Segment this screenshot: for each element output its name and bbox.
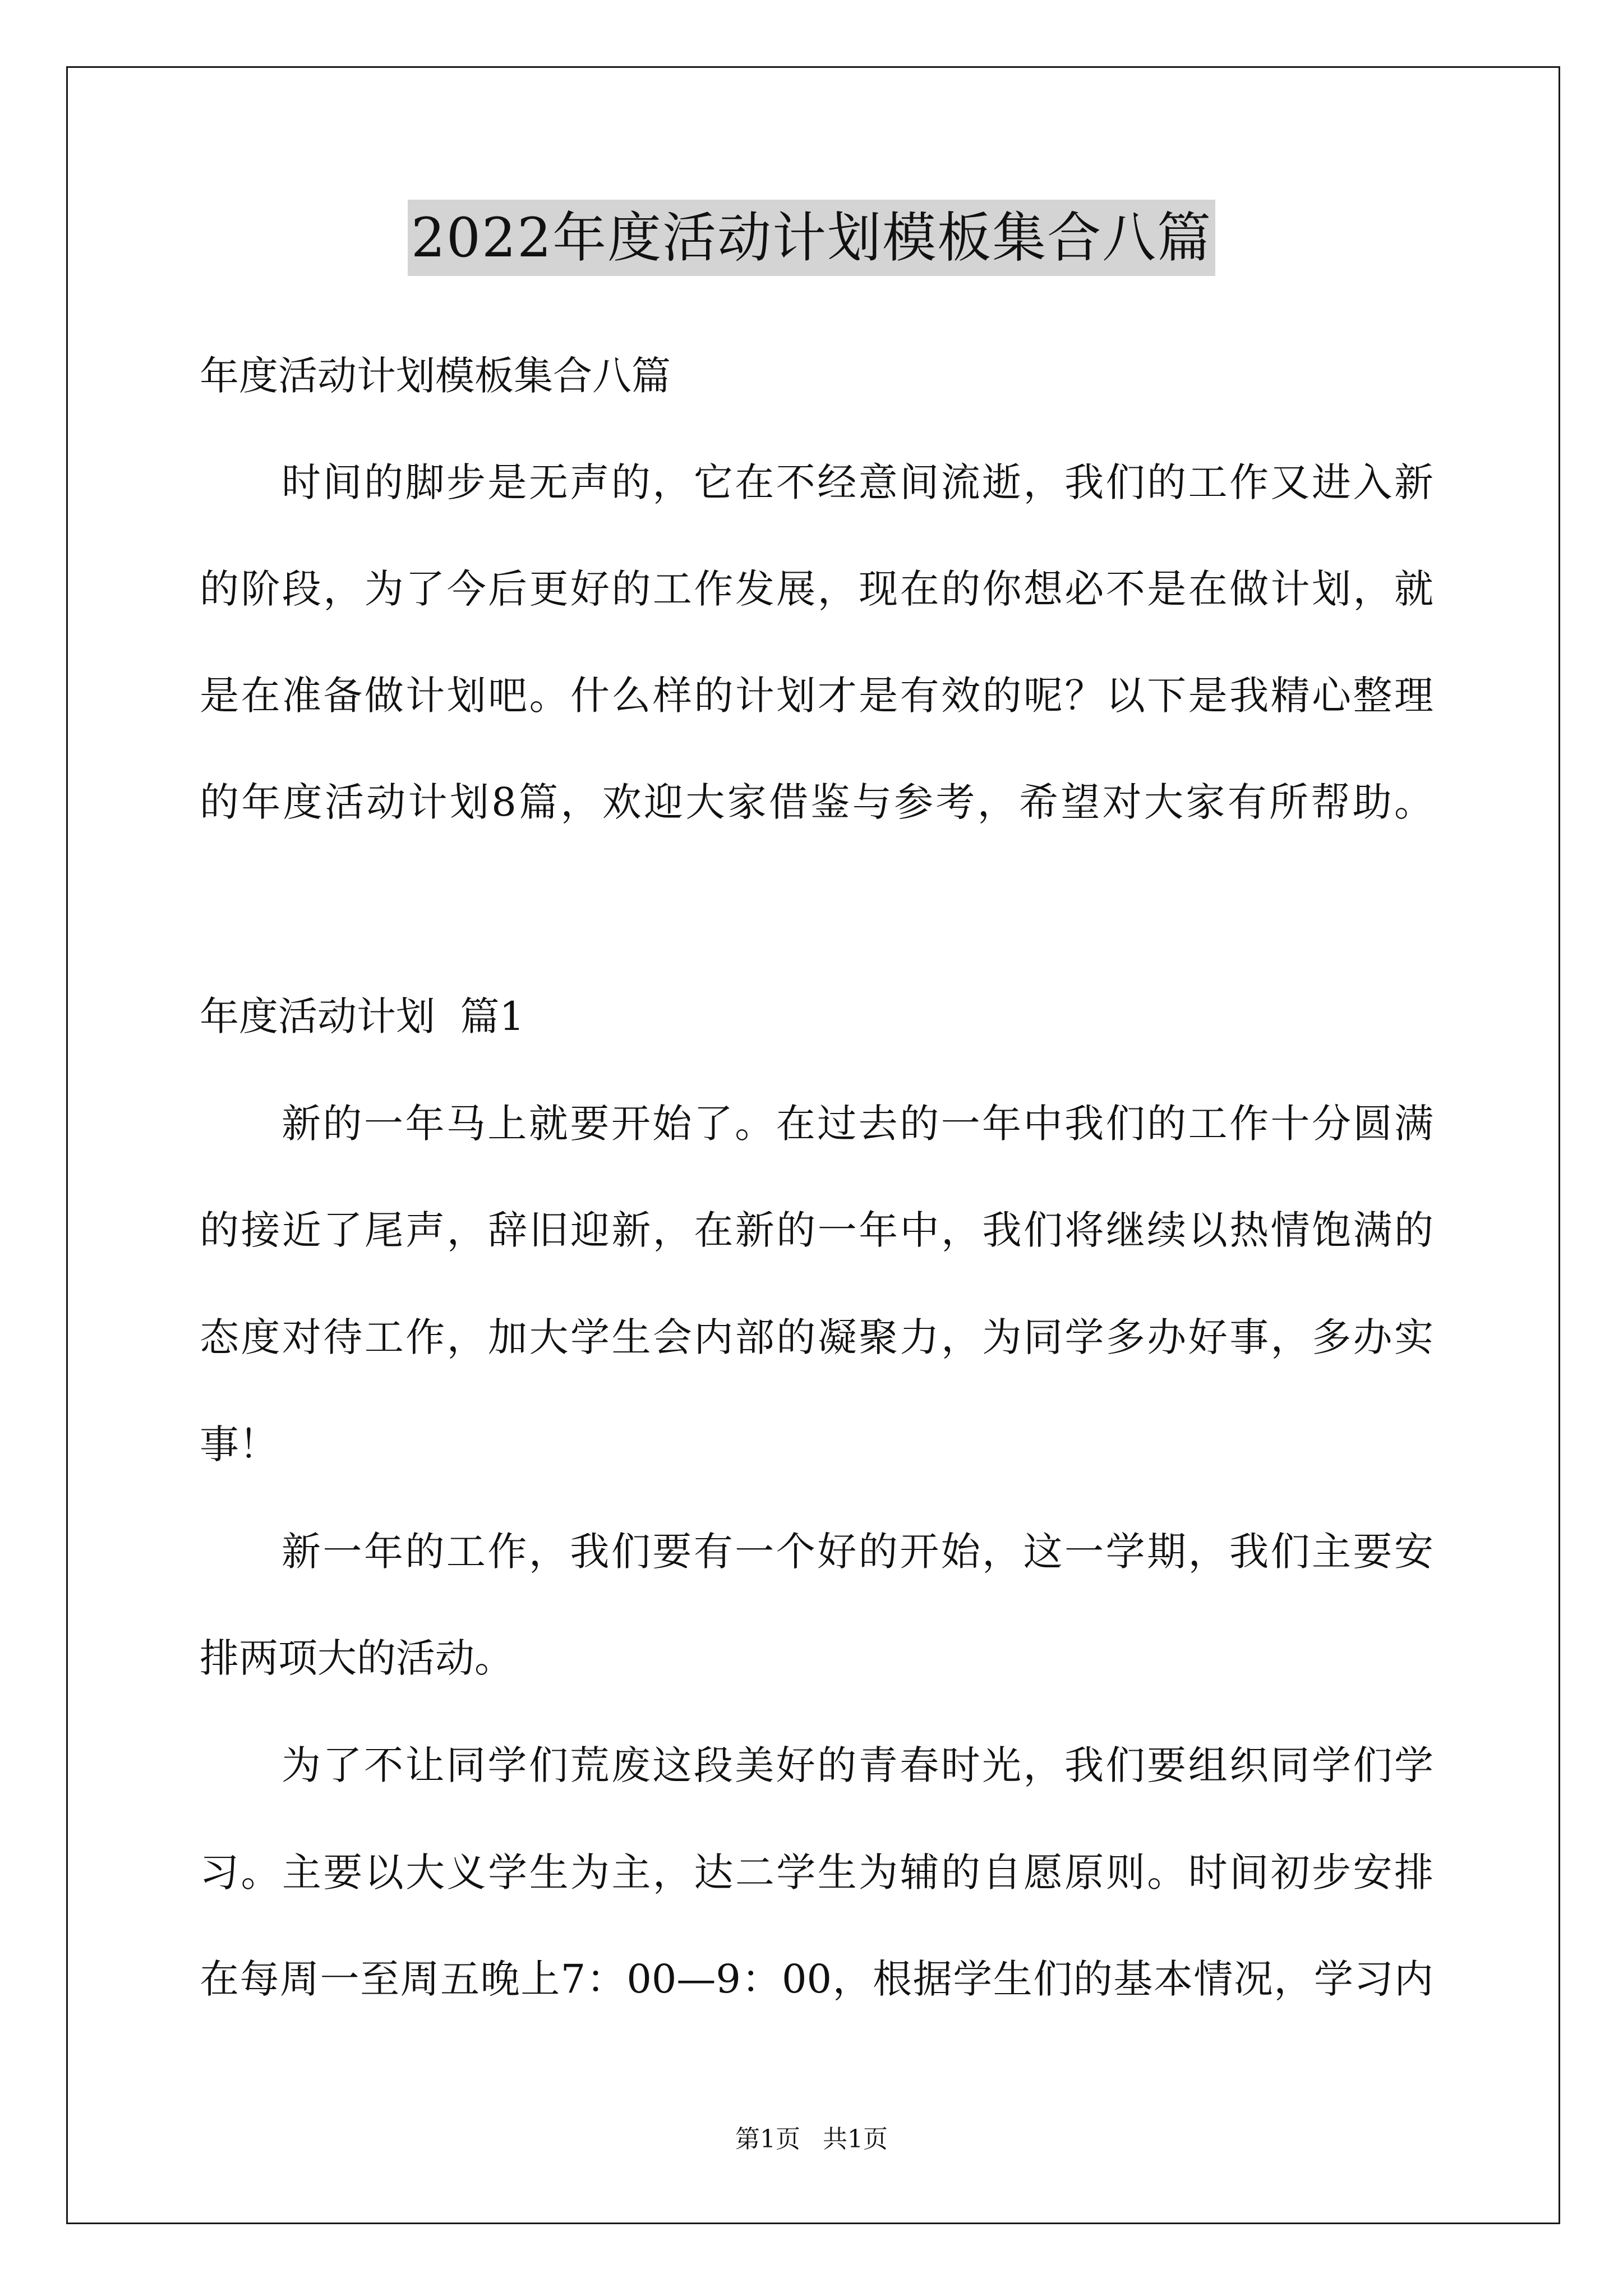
intro-line: 的阶段，为了今后更好的工作发展，现在的你想必不是在做计划，就 [200, 566, 1433, 612]
paragraph-line: 新的一年马上就要开始了。在过去的一年中我们的工作十分圆满 [282, 1101, 1433, 1147]
page-footer [0, 2123, 1623, 2156]
document-title: 2022年度活动计划模板集合八篇 [408, 200, 1215, 276]
page-number: 第1页 [735, 2125, 800, 2154]
intro-line: 的年度活动计划8篇，欢迎大家借鉴与参考，希望对大家有所帮助。 [200, 779, 1433, 825]
document-subtitle: 年度活动计划模板集合八篇 [200, 353, 671, 399]
paragraph-line: 新一年的工作，我们要有一个好的开始，这一学期，我们主要安 [282, 1529, 1433, 1575]
paragraph-line: 态度对待工作，加大学生会内部的凝聚力，为同学多办好事，多办实 [200, 1314, 1433, 1360]
paragraph-line: 事！ [200, 1421, 278, 1467]
paragraph-line: 在每周一至周五晚上7：00—9：00，根据学生们的基本情况，学习内 [200, 1956, 1433, 2002]
title-container [0, 200, 1623, 276]
intro-line: 时间的脚步是无声的，它在不经意间流逝，我们的工作又进入新 [282, 459, 1433, 505]
section-heading: 年度活动计划 篇1 [200, 993, 525, 1039]
paragraph-line: 习。主要以大义学生为主，达二学生为辅的自愿原则。时间初步安排 [200, 1849, 1433, 1895]
intro-line: 是在准备做计划吧。什么样的计划才是有效的呢？以下是我精心整理 [200, 673, 1433, 719]
page-total: 共1页 [823, 2125, 888, 2154]
paragraph-line: 为了不让同学们荒废这段美好的青春时光，我们要组织同学们学 [282, 1742, 1433, 1788]
paragraph-line: 的接近了尾声，辞旧迎新，在新的一年中，我们将继续以热情饱满的 [200, 1207, 1433, 1253]
paragraph-line: 排两项大的活动。 [200, 1635, 514, 1681]
